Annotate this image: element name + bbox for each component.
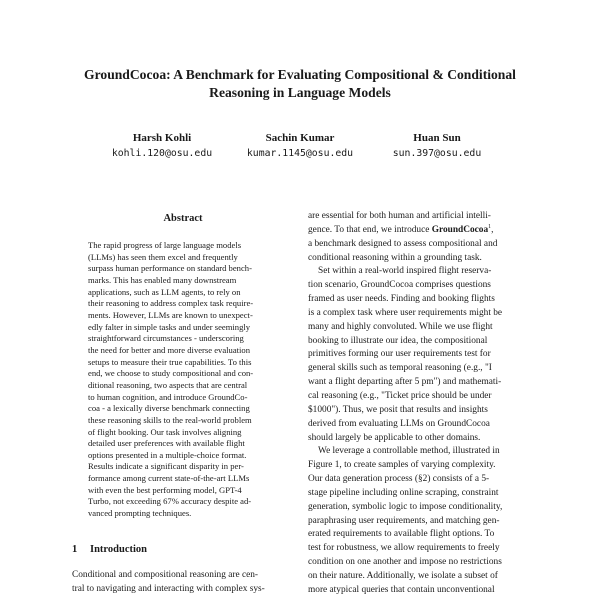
abstract-line: ditional reasoning, two aspects that are central bbox=[88, 379, 248, 390]
abstract-line: with even the best performing model, GPT-4 bbox=[88, 484, 242, 495]
body-line bbox=[308, 335, 534, 349]
benchmark-name: GroundCocoa bbox=[431, 224, 489, 235]
abstract-line: the need for better and more diverse evaluation bbox=[88, 344, 251, 355]
abstract-heading: Abstract bbox=[163, 213, 203, 224]
author-3 bbox=[352, 131, 522, 161]
body-line bbox=[308, 584, 534, 598]
body-line bbox=[308, 528, 534, 542]
body-text: more atypical queries that contain unconventional bbox=[308, 584, 495, 595]
abstract-line: marks. This has enabled many downstream bbox=[88, 274, 237, 285]
body-text: $1000"). Thus, we posit that results and insights bbox=[308, 404, 488, 415]
abstract-line: of flight booking. Our task involves aligning bbox=[88, 426, 242, 437]
body-line bbox=[308, 279, 534, 293]
body-line bbox=[308, 459, 534, 473]
body-text: generation, symbolic logic to impose conditionality, bbox=[308, 501, 503, 512]
body-line bbox=[308, 556, 534, 570]
abstract-line: detailed user preferences with available flight bbox=[88, 438, 245, 449]
paper-title-line-2: Reasoning in Language Models bbox=[209, 85, 391, 100]
body-line bbox=[308, 376, 534, 390]
body-text: cal reasoning (e.g., "Ticket price should be under bbox=[308, 390, 492, 401]
abstract-line: applications, such as LLM agents, to rely on bbox=[88, 286, 241, 297]
body-line bbox=[308, 542, 534, 556]
abstract-line: surpass human performance on standard bench- bbox=[88, 263, 252, 274]
body-text: gence. To that end, we introduce bbox=[308, 224, 432, 235]
body-text: want a flight departing after 5 pm") and mathemati- bbox=[308, 377, 502, 388]
body-line bbox=[308, 487, 534, 501]
abstract-line: (LLMs) has seen them excel and frequently bbox=[88, 251, 238, 262]
body-text: We leverage a controllable method, illustrated in bbox=[318, 446, 500, 457]
abstract-line: their reasoning to address complex task require- bbox=[88, 298, 254, 309]
abstract-line: options presented in a multiple-choice format. bbox=[88, 449, 247, 460]
abstract-line: Results indicate a significant disparity in per- bbox=[88, 461, 244, 472]
body-text: derived from evaluating LLMs on GroundCocoa bbox=[308, 418, 490, 429]
body-text: general skills such as temporal reasoning (e.g., "I bbox=[308, 363, 492, 374]
body-text: are essential for both human and artificial intelli- bbox=[308, 211, 491, 221]
section-title: Introduction bbox=[90, 544, 147, 555]
body-line bbox=[308, 390, 534, 404]
body-line bbox=[308, 432, 534, 446]
introduction-heading bbox=[72, 543, 147, 557]
body-line bbox=[308, 445, 534, 459]
paper-title bbox=[40, 66, 560, 102]
abstract-line: edly falter in simple tasks and under seemingly bbox=[88, 321, 251, 332]
body-line bbox=[308, 348, 534, 362]
abstract-line: straightforward circumstances - underscoring bbox=[88, 333, 244, 344]
author-email: kumar.1145@osu.edu bbox=[246, 148, 354, 159]
body-line bbox=[308, 501, 534, 515]
abstract-line: end, we choose to study compositional and con- bbox=[88, 368, 254, 379]
abstract-line: ments. However, LLMs are known to unexpect- bbox=[88, 309, 253, 320]
right-column-body bbox=[308, 210, 534, 598]
body-line bbox=[308, 265, 534, 279]
body-text: a benchmark designed to assess compositional and bbox=[308, 238, 498, 249]
body-line bbox=[308, 418, 534, 432]
section-number: 1 bbox=[72, 544, 78, 555]
body-line bbox=[308, 238, 534, 252]
paper-title-line-1: GroundCocoa: A Benchmark for Evaluating Compositional & Conditional bbox=[84, 67, 516, 82]
body-text: Figure 1, to create samples of varying complexity. bbox=[308, 460, 496, 471]
abstract-line: to human cognition, and introduce GroundCo- bbox=[88, 391, 248, 402]
body-line bbox=[308, 293, 534, 307]
footnote-marker[interactable]: 1 bbox=[488, 223, 492, 230]
body-text: condition on one another and impose no restrictions bbox=[308, 557, 502, 568]
body-text: Set within a real-world inspired flight reserva- bbox=[318, 266, 492, 277]
introduction-body bbox=[72, 569, 294, 597]
body-text: should largely be applicable to other domains. bbox=[308, 432, 481, 443]
abstract-line: these reasoning skills to the real-world problem bbox=[88, 414, 252, 425]
body-line bbox=[308, 570, 534, 584]
body-line bbox=[308, 224, 534, 238]
body-line bbox=[308, 210, 534, 224]
body-line bbox=[308, 307, 534, 321]
body-text: tion scenario, GroundCocoa comprises questions bbox=[308, 280, 491, 291]
body-text: many and highly convoluted. While we use flight bbox=[308, 321, 493, 332]
body-text: primitives forming our user requirements test for bbox=[308, 349, 491, 360]
introduction-line: Conditional and compositional reasoning are cen- bbox=[72, 570, 259, 580]
author-email: sun.397@osu.edu bbox=[392, 148, 482, 159]
body-line bbox=[308, 404, 534, 418]
body-line bbox=[308, 321, 534, 335]
body-text: Our data generation process (§2) consists of a 5- bbox=[308, 474, 490, 485]
author-name: Sachin Kumar bbox=[265, 132, 335, 144]
body-text: erated requirements to available flight options. To bbox=[308, 529, 495, 540]
author-email: kohli.120@osu.edu bbox=[111, 148, 213, 159]
author-name: Huan Sun bbox=[413, 132, 461, 144]
abstract-body bbox=[88, 240, 278, 520]
abstract-line: formance among current state-of-the-art LLMs bbox=[88, 473, 250, 484]
body-text: booking to illustrate our idea, the compositional bbox=[308, 335, 488, 346]
body-text: stage pipeline including online scraping, constraint bbox=[308, 487, 499, 498]
abstract-line: setups to measure their true capabilities. To this bbox=[88, 356, 252, 367]
abstract-line: coa - a lexically diverse benchmark connecting bbox=[88, 403, 250, 414]
abstract-line: Turbo, not exceeding 67% accuracy despite ad- bbox=[88, 496, 252, 507]
body-line bbox=[308, 515, 534, 529]
introduction-line: tral to navigating and interacting with complex sys- bbox=[72, 583, 265, 594]
author-name: Harsh Kohli bbox=[132, 132, 192, 144]
abstract-line: vanced prompting techniques. bbox=[88, 508, 192, 519]
body-line bbox=[308, 252, 534, 266]
body-text: is a complex task where user requirements might be bbox=[308, 307, 503, 318]
body-text: on their nature. Additionally, we isolate a subset of bbox=[308, 570, 498, 581]
body-text: test for robustness, we allow requirements to freely bbox=[308, 543, 500, 554]
punctuation: , bbox=[491, 224, 494, 235]
body-line bbox=[308, 473, 534, 487]
body-text: framed as user needs. Finding and booking flights bbox=[308, 294, 495, 305]
body-text: conditional reasoning within a grounding task. bbox=[308, 252, 482, 263]
body-text: paraphrasing user requirements, and matching gen- bbox=[308, 515, 500, 526]
body-line bbox=[308, 362, 534, 376]
abstract-line: The rapid progress of large language models bbox=[88, 240, 242, 250]
